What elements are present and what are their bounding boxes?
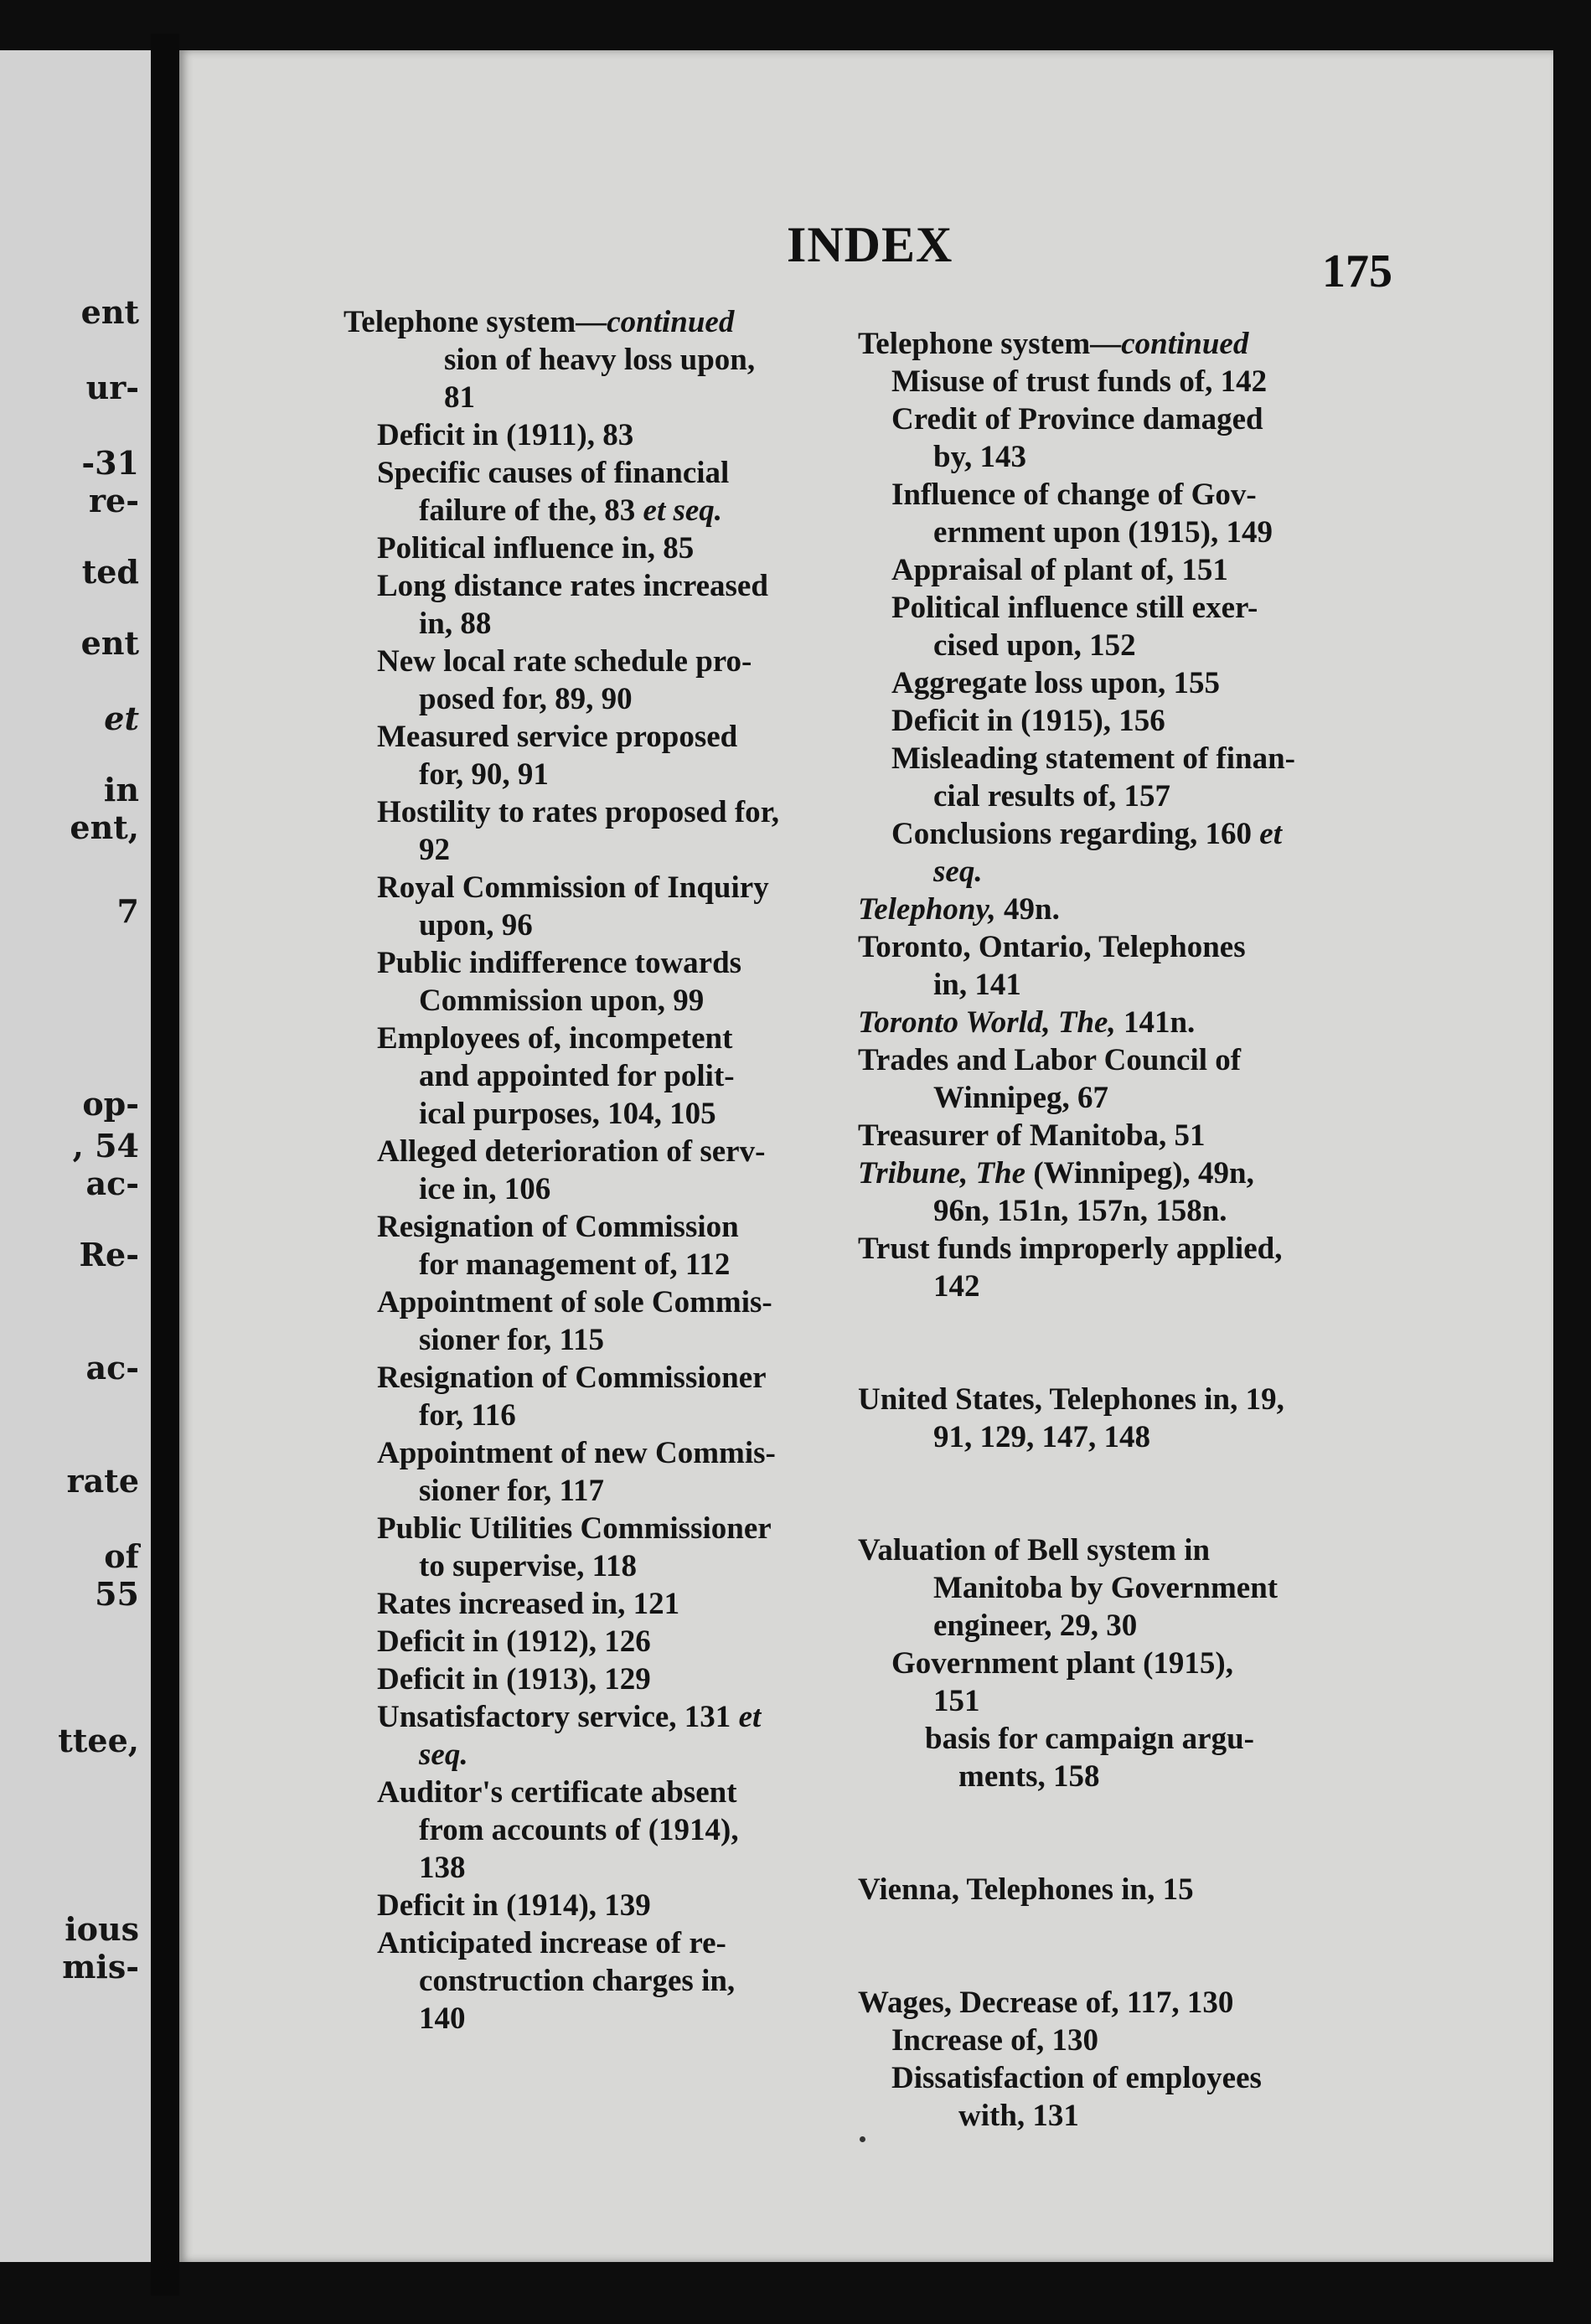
entry-text: Misuse of trust funds of, 142 — [891, 364, 1268, 399]
entry-text: and appointed for polit- — [419, 1059, 735, 1093]
index-entry-line — [858, 966, 1495, 1004]
index-entry-line — [858, 1268, 1495, 1305]
facing-page-fragment: Re- — [79, 1236, 139, 1273]
entry-text: Specific causes of financial — [377, 456, 730, 490]
entry-italic-text: seq. — [933, 855, 983, 889]
index-entry-line — [858, 928, 1495, 966]
entry-text: with, 131 — [958, 2099, 1079, 2133]
entry-text: Aggregate loss upon, 155 — [891, 666, 1220, 700]
entry-text: ments, 158 — [958, 1759, 1100, 1794]
entry-text: sioner for, 115 — [419, 1323, 604, 1357]
index-entry-line — [858, 589, 1495, 627]
facing-page-fragment: 7 — [116, 892, 139, 930]
entry-text: ical purposes, 104, 105 — [419, 1097, 716, 1131]
facing-page-fragment: of — [104, 1537, 139, 1575]
entry-text: Rates increased in, 121 — [377, 1587, 680, 1621]
index-entry-line — [858, 1682, 1495, 1720]
facing-page-fragment: ent — [80, 624, 139, 662]
entry-text: 138 — [419, 1851, 466, 1885]
index-entry-line — [858, 1381, 1495, 1418]
index-entry-line — [858, 438, 1495, 476]
entry-text: Auditor's certificate absent — [377, 1775, 737, 1810]
entry-text: Appointment of new Commis- — [377, 1436, 776, 1470]
entry-italic-text: et — [1259, 817, 1282, 851]
entry-text: 81 — [444, 380, 475, 415]
entry-text: failure of the, 83 — [419, 493, 643, 528]
facing-page-fragment: mis- — [62, 1948, 139, 1986]
entry-text: Commission upon, 99 — [419, 984, 705, 1018]
index-entry-line — [858, 2059, 1495, 2097]
index-entry-line — [858, 1758, 1495, 1795]
entry-gap — [858, 1305, 1495, 1381]
facing-page-fragment: 55 — [95, 1575, 139, 1613]
index-entry-line — [858, 2097, 1495, 2135]
entry-text: Appointment of sole Commis- — [377, 1285, 772, 1320]
index-entry-line — [858, 777, 1495, 815]
entry-text: basis for campaign argu- — [925, 1722, 1254, 1756]
index-entry-line — [858, 514, 1495, 551]
entry-text: Valuation of Bell system in — [858, 1533, 1211, 1567]
facing-page-fragment: op- — [82, 1085, 139, 1123]
index-entry-line — [858, 1192, 1495, 1230]
entry-text: Dissatisfaction of employees — [891, 2061, 1262, 2095]
index-entry-line — [858, 1569, 1495, 1607]
entry-text: Deficit in (1912), 126 — [377, 1624, 651, 1659]
entry-text: Toronto, Ontario, Telephones — [858, 930, 1246, 964]
entry-text: cised upon, 152 — [933, 628, 1136, 663]
page-number: 175 — [1322, 245, 1392, 297]
index-entry-line — [858, 1607, 1495, 1645]
index-entry-line — [858, 815, 1495, 853]
facing-page-fragment: ac- — [85, 1165, 139, 1202]
entry-text-after: 141n. — [1115, 1005, 1196, 1040]
index-entry-line — [858, 1041, 1495, 1079]
index-entry-line — [858, 551, 1495, 589]
facing-page-fragment: ent — [80, 293, 139, 331]
index-entry-line — [858, 1117, 1495, 1154]
entry-text: Resignation of Commissioner — [377, 1361, 767, 1395]
facing-page-fragment: rate — [66, 1462, 139, 1500]
entry-text: 151 — [933, 1684, 980, 1718]
index-entry-line — [858, 740, 1495, 777]
entry-text: Deficit in (1914), 139 — [377, 1888, 651, 1923]
entry-text: 142 — [933, 1269, 980, 1304]
index-entry-line — [858, 664, 1495, 702]
index-entry-line — [858, 400, 1495, 438]
entry-text: for management of, 112 — [419, 1247, 731, 1282]
entry-text: Deficit in (1913), 129 — [377, 1662, 651, 1697]
entry-italic-text: Tribune, The — [858, 1156, 1026, 1190]
entry-text: 92 — [419, 833, 450, 867]
entry-text: ice in, 106 — [419, 1172, 551, 1206]
page-heading: INDEX — [787, 217, 953, 272]
entry-text-after: 49n. — [995, 892, 1060, 927]
entry-text: Deficit in (1915), 156 — [891, 704, 1165, 738]
entry-text: sion of heavy loss upon, — [444, 343, 756, 377]
index-entry-line — [858, 1871, 1495, 1908]
entry-text: ernment upon (1915), 149 — [933, 515, 1273, 550]
entry-text: Telephone system— — [344, 305, 607, 339]
entry-text: Trust funds improperly applied, — [858, 1232, 1283, 1266]
entry-text: Treasurer of Manitoba, 51 — [858, 1118, 1206, 1153]
entry-text: Manitoba by Government — [933, 1571, 1278, 1605]
entry-text: construction charges in, — [419, 1964, 736, 1998]
entry-text: Long distance rates increased — [377, 569, 768, 603]
entry-text: by, 143 — [933, 440, 1027, 474]
facing-page-fragment: et — [104, 700, 139, 737]
entry-text: Political influence in, 85 — [377, 531, 695, 566]
entry-text: Royal Commission of Inquiry — [377, 870, 769, 905]
index-page — [179, 50, 1553, 2262]
entry-text-after: (Winnipeg), 49n, — [1025, 1156, 1254, 1190]
entry-text: Conclusions regarding, 160 — [891, 817, 1260, 851]
entry-text: Influence of change of Gov- — [891, 478, 1257, 512]
entry-text: Vienna, Telephones in, 15 — [858, 1872, 1194, 1907]
entry-text: 91, 129, 147, 148 — [933, 1420, 1150, 1454]
entry-text: posed for, 89, 90 — [419, 682, 633, 716]
entry-text: Winnipeg, 67 — [933, 1081, 1109, 1115]
facing-page-fragment: ted — [81, 553, 139, 591]
entry-text: Political influence still exer- — [891, 591, 1258, 625]
book-gutter — [151, 34, 179, 2296]
facing-page-fragment: ious — [65, 1910, 139, 1948]
facing-page-fragment: re- — [89, 482, 139, 519]
entry-italic-text: Telephony, — [858, 892, 996, 927]
facing-page-fragment: , 54 — [72, 1127, 139, 1165]
index-entry-line — [858, 1531, 1495, 1569]
entry-text: engineer, 29, 30 — [933, 1609, 1138, 1643]
index-entry-line — [858, 1079, 1495, 1117]
entry-text: 96n, 151n, 157n, 158n. — [933, 1194, 1227, 1228]
entry-text: Resignation of Commission — [377, 1210, 739, 1244]
entry-gap — [858, 1456, 1495, 1531]
entry-text: Alleged deterioration of serv- — [377, 1134, 766, 1169]
entry-text: Telephone system— — [858, 327, 1122, 361]
facing-page-fragment: ttee, — [58, 1722, 139, 1759]
index-entry-line — [858, 1645, 1495, 1682]
index-entry-line — [858, 891, 1495, 928]
facing-page-fragment: ent, — [70, 808, 139, 846]
entry-text: to supervise, 118 — [419, 1549, 638, 1583]
entry-text: Misleading statement of finan- — [891, 741, 1295, 776]
entry-text: Public Utilities Commissioner — [377, 1511, 772, 1546]
entry-italic-text: Toronto World, The, — [858, 1005, 1116, 1040]
entry-text: New local rate schedule pro- — [377, 644, 752, 679]
entry-italic-text: et seq. — [643, 493, 723, 528]
entry-gap — [858, 1795, 1495, 1871]
entry-text: Hostility to rates proposed for, — [377, 795, 779, 829]
entry-text: Deficit in (1911), 83 — [377, 418, 634, 452]
entry-text: Anticipated increase of re- — [377, 1926, 726, 1960]
entry-italic-text: et — [738, 1700, 762, 1734]
index-entry-line — [858, 476, 1495, 514]
entry-text: upon, 96 — [419, 908, 533, 943]
entry-italic-text: continued — [1121, 327, 1249, 361]
entry-text: Measured service proposed — [377, 720, 738, 754]
facing-page-fragment: in — [103, 771, 139, 808]
index-entry-line — [858, 1004, 1495, 1041]
index-column-right — [858, 325, 1495, 2135]
index-entry-line — [858, 1720, 1495, 1758]
entry-italic-text: continued — [607, 305, 735, 339]
index-entry-line — [858, 853, 1495, 891]
entry-gap — [858, 1908, 1495, 1984]
index-entry-line — [858, 2022, 1495, 2059]
index-entry-line — [858, 325, 1495, 363]
entry-text: Trades and Labor Council of — [858, 1043, 1242, 1077]
index-entry-line — [858, 1418, 1495, 1456]
entry-text: Unsatisfactory service, 131 — [377, 1700, 739, 1734]
entry-text: Credit of Province damaged — [891, 402, 1263, 436]
entry-text: United States, Telephones in, 19, — [858, 1382, 1284, 1417]
entry-text: Appraisal of plant of, 151 — [891, 553, 1228, 587]
entry-text: Wages, Decrease of, 117, 130 — [858, 1986, 1234, 2020]
entry-text: in, 141 — [933, 968, 1021, 1002]
facing-page-fragment: ur- — [85, 369, 139, 406]
facing-page-fragment: -31 — [81, 444, 139, 482]
index-entry-line — [858, 1984, 1495, 2022]
entry-text: cial results of, 157 — [933, 779, 1170, 813]
entry-text: for, 116 — [419, 1398, 516, 1433]
entry-text: Employees of, incompetent — [377, 1021, 733, 1056]
entry-text: Public indifference towards — [377, 946, 742, 980]
index-entry-line — [858, 1154, 1495, 1192]
index-entry-line — [858, 702, 1495, 740]
entry-italic-text: seq. — [419, 1738, 468, 1772]
entry-text: from accounts of (1914), — [419, 1813, 739, 1847]
entry-text: 140 — [419, 2001, 466, 2036]
entry-text: in, 88 — [419, 607, 492, 641]
index-entry-line — [858, 627, 1495, 664]
entry-text: sioner for, 117 — [419, 1474, 604, 1508]
entry-text: Increase of, 130 — [891, 2023, 1098, 2058]
index-entry-line — [858, 1230, 1495, 1268]
index-entry-line — [858, 363, 1495, 400]
entry-text: Government plant (1915), — [891, 1646, 1233, 1681]
ink-speck — [860, 2136, 865, 2142]
entry-text: for, 90, 91 — [419, 757, 549, 792]
facing-page-fragment: ac- — [85, 1349, 139, 1387]
facing-page-edge — [0, 50, 151, 2262]
